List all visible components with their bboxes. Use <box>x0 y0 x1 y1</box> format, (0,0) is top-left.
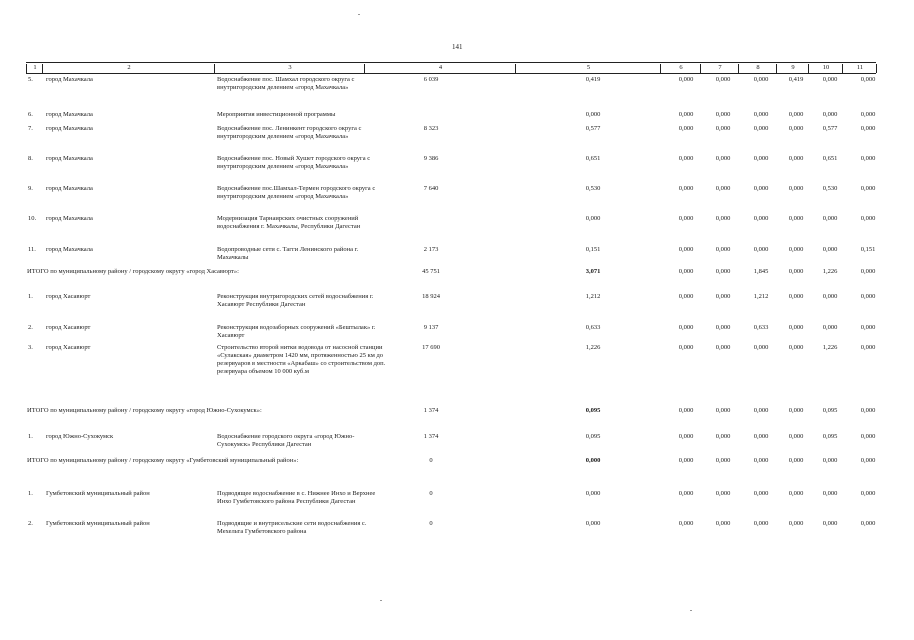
row-number: 11. <box>28 246 36 253</box>
cell-v8: 1,212 <box>753 293 769 300</box>
row-description: Подводящее водоснабжение в с. Нижнее Инхо и Верхнее Инхо Гумбетовского района Республики Дагестан <box>217 490 376 506</box>
cell-v7: 0,000 <box>715 185 731 192</box>
cell-v7: 0,000 <box>715 111 731 118</box>
row-description: Реконструкция водозаборных сооружений «Бештылак» г. Хасавюрт <box>217 324 376 340</box>
row-description: Реконструкция внутригородских сетей водоснабжения г. Хасавюрт Республики Дагестан <box>217 293 374 309</box>
cell-v8: 0,000 <box>753 185 769 192</box>
cell-v5: 0,095 <box>585 433 601 440</box>
cell-v9: 0,000 <box>788 293 804 300</box>
cell-v8: 0,000 <box>753 407 769 414</box>
header-col-2: 2 <box>42 64 215 73</box>
total-label: ИТОГО по муниципальному району / городскому округу «город Южно-Сухокумск»: <box>27 407 262 414</box>
cell-v8: 0,000 <box>753 344 769 351</box>
row-number: 1. <box>28 490 33 497</box>
cell-v5: 3,071 <box>585 268 601 275</box>
cell-v10: 0,577 <box>822 125 838 132</box>
cell-v9: 0,000 <box>788 457 804 464</box>
row-number: 1. <box>28 433 33 440</box>
row-number: 8. <box>28 155 33 162</box>
cell-v10: 0,651 <box>822 155 838 162</box>
row-municipality: город Хасавюрт <box>46 293 91 300</box>
cell-v6: 0,000 <box>678 324 694 331</box>
cell-v6: 0,000 <box>678 457 694 464</box>
row-municipality: город Южно-Сухокумск <box>46 433 114 440</box>
cell-v6: 0,000 <box>678 155 694 162</box>
header-col-10: 10 <box>808 64 843 73</box>
cell-v6: 0,000 <box>678 490 694 497</box>
row-number: 2. <box>28 520 33 527</box>
cell-v9: 0,000 <box>788 185 804 192</box>
row-municipality: город Махачкала <box>46 185 93 192</box>
cell-v7: 0,000 <box>715 215 731 222</box>
cell-v4: 0 <box>429 457 433 464</box>
total-label: ИТОГО по муниципальному району / городскому округу «Гумбетовский муниципальный район»: <box>27 457 299 464</box>
cell-v11: 0,000 <box>860 293 876 300</box>
cell-v8: 0,000 <box>753 520 769 527</box>
page-number: 141 <box>452 43 463 51</box>
cell-v9: 0,000 <box>788 111 804 118</box>
cell-v5: 0,651 <box>585 155 601 162</box>
row-number: 10. <box>28 215 37 222</box>
row-number: 5. <box>28 76 33 83</box>
cell-v7: 0,000 <box>715 344 731 351</box>
cell-v7: 0,000 <box>715 293 731 300</box>
cell-v10: 0,000 <box>822 111 838 118</box>
header-col-9: 9 <box>776 64 809 73</box>
cell-v4: 9 137 <box>423 324 439 331</box>
row-municipality: Гумбетовский муниципальный район <box>46 520 150 527</box>
cell-v6: 0,000 <box>678 125 694 132</box>
cell-v5: 0,000 <box>585 457 601 464</box>
cell-v11: 0,000 <box>860 433 876 440</box>
cell-v4: 0 <box>429 520 433 527</box>
scan-speck <box>358 14 360 15</box>
cell-v4: 45 751 <box>422 268 440 275</box>
cell-v11: 0,000 <box>860 520 876 527</box>
cell-v8: 0,633 <box>753 324 769 331</box>
scan-speck <box>690 610 692 611</box>
cell-v9: 0,000 <box>788 268 804 275</box>
cell-v10: 1,226 <box>822 344 838 351</box>
cell-v8: 0,000 <box>753 433 769 440</box>
cell-v8: 0,000 <box>753 155 769 162</box>
cell-v7: 0,000 <box>715 324 731 331</box>
row-number: 3. <box>28 344 33 351</box>
cell-v11: 0,000 <box>860 155 876 162</box>
cell-v11: 0,000 <box>860 111 876 118</box>
row-description: Водопроводные сети с. Тагги Ленинского района г. Махачкалы <box>217 246 359 262</box>
cell-v8: 0,000 <box>753 215 769 222</box>
cell-v5: 0,000 <box>585 520 601 527</box>
row-description: Водоснабжение пос. Новый Хушет городского округа с внутригородским делением «город Махачкала» <box>217 155 371 171</box>
cell-v10: 0,000 <box>822 490 838 497</box>
cell-v6: 0,000 <box>678 215 694 222</box>
cell-v10: 0,000 <box>822 76 838 83</box>
cell-v4: 9 386 <box>423 155 439 162</box>
row-number: 2. <box>28 324 33 331</box>
cell-v4: 8 323 <box>423 125 439 132</box>
cell-v9: 0,419 <box>788 76 804 83</box>
cell-v11: 0,000 <box>860 324 876 331</box>
cell-v9: 0,000 <box>788 407 804 414</box>
cell-v5: 0,000 <box>585 111 601 118</box>
header-right-edge <box>876 64 877 73</box>
row-municipality: Гумбетовский муниципальный район <box>46 490 150 497</box>
cell-v7: 0,000 <box>715 268 731 275</box>
cell-v5: 0,000 <box>585 490 601 497</box>
cell-v11: 0,000 <box>860 125 876 132</box>
cell-v5: 0,095 <box>585 407 601 414</box>
cell-v6: 0,000 <box>678 268 694 275</box>
cell-v10: 0,095 <box>822 407 838 414</box>
cell-v5: 0,577 <box>585 125 601 132</box>
row-description: Водоснабжение пос.Шамхал-Термен городского округа с внутригородским делением «город Махачкала» <box>217 185 376 201</box>
cell-v9: 0,000 <box>788 520 804 527</box>
cell-v9: 0,000 <box>788 344 804 351</box>
cell-v4: 1 374 <box>423 407 439 414</box>
header-col-11: 11 <box>842 64 877 73</box>
row-number: 6. <box>28 111 33 118</box>
cell-v5: 1,212 <box>585 293 601 300</box>
cell-v11: 0,000 <box>860 344 876 351</box>
row-description: Подводящие и внутрисельские сети водоснабжения с. Мехельта Гумбетовского района <box>217 520 367 536</box>
cell-v6: 0,000 <box>678 76 694 83</box>
cell-v10: 0,000 <box>822 215 838 222</box>
cell-v10: 0,000 <box>822 520 838 527</box>
row-number: 1. <box>28 293 33 300</box>
cell-v6: 0,000 <box>678 293 694 300</box>
row-description: Водоснабжение городского округа «город Южно-Сухокумск» Республики Дагестан <box>217 433 355 449</box>
cell-v8: 0,000 <box>753 111 769 118</box>
cell-v5: 0,530 <box>585 185 601 192</box>
cell-v7: 0,000 <box>715 155 731 162</box>
table-header-bottom-border <box>26 73 876 74</box>
cell-v6: 0,000 <box>678 407 694 414</box>
cell-v6: 0,000 <box>678 344 694 351</box>
row-municipality: город Махачкала <box>46 215 93 222</box>
row-description: Водоснабжение пос. Шамхал городского округа с внутригородским делением «город Махачкала» <box>217 76 355 92</box>
row-description: Водоснабжение пос. Ленинкент городского округа с внутригородским делением «город Махачкала» <box>217 125 362 141</box>
cell-v8: 0,000 <box>753 76 769 83</box>
row-description: Мероприятия инвестиционной программы <box>217 111 336 118</box>
cell-v4: 0 <box>429 490 433 497</box>
cell-v8: 0,000 <box>753 457 769 464</box>
cell-v10: 1,226 <box>822 268 838 275</box>
cell-v8: 0,000 <box>753 246 769 253</box>
scan-speck <box>380 600 382 601</box>
cell-v5: 0,419 <box>585 76 601 83</box>
cell-v4: 18 924 <box>422 293 440 300</box>
row-municipality: город Хасавюрт <box>46 324 91 331</box>
cell-v9: 0,000 <box>788 246 804 253</box>
cell-v6: 0,000 <box>678 185 694 192</box>
cell-v4: 17 690 <box>422 344 440 351</box>
row-municipality: город Махачкала <box>46 111 93 118</box>
row-municipality: город Махачкала <box>46 76 93 83</box>
cell-v8: 1,845 <box>753 268 769 275</box>
cell-v8: 0,000 <box>753 125 769 132</box>
cell-v7: 0,000 <box>715 457 731 464</box>
cell-v7: 0,000 <box>715 433 731 440</box>
total-label: ИТОГО по муниципальному району / городскому округу «город Хасавюрт»: <box>27 268 239 275</box>
cell-v5: 0,151 <box>585 246 601 253</box>
cell-v6: 0,000 <box>678 111 694 118</box>
table-header-top-border <box>26 62 876 63</box>
row-municipality: город Махачкала <box>46 125 93 132</box>
cell-v5: 0,000 <box>585 215 601 222</box>
cell-v11: 0,000 <box>860 185 876 192</box>
cell-v4: 7 640 <box>423 185 439 192</box>
cell-v6: 0,000 <box>678 433 694 440</box>
cell-v4: 2 173 <box>423 246 439 253</box>
cell-v10: 0,000 <box>822 293 838 300</box>
cell-v6: 0,000 <box>678 246 694 253</box>
cell-v11: 0,000 <box>860 76 876 83</box>
cell-v7: 0,000 <box>715 76 731 83</box>
cell-v11: 0,151 <box>860 246 876 253</box>
cell-v7: 0,000 <box>715 125 731 132</box>
cell-v10: 0,000 <box>822 246 838 253</box>
cell-v11: 0,000 <box>860 490 876 497</box>
cell-v10: 0,530 <box>822 185 838 192</box>
cell-v11: 0,000 <box>860 457 876 464</box>
cell-v7: 0,000 <box>715 407 731 414</box>
cell-v6: 0,000 <box>678 520 694 527</box>
row-number: 7. <box>28 125 33 132</box>
header-col-3: 3 <box>214 64 365 73</box>
cell-v5: 0,633 <box>585 324 601 331</box>
header-col-7: 7 <box>700 64 739 73</box>
row-description: Строительство второй нитки водовода от насосной станции «Сулакская» диаметром 1420 мм, протяженностью 25 км до резервуаров в местности «Аркабаш» со строительством доп. резервуара объемом 10 000 куб.м <box>217 344 386 376</box>
header-col-1: 1 <box>26 64 43 73</box>
cell-v10: 0,000 <box>822 457 838 464</box>
cell-v11: 0,000 <box>860 215 876 222</box>
cell-v5: 1,226 <box>585 344 601 351</box>
header-col-4: 4 <box>364 64 516 73</box>
cell-v7: 0,000 <box>715 520 731 527</box>
cell-v7: 0,000 <box>715 490 731 497</box>
cell-v9: 0,000 <box>788 125 804 132</box>
header-col-5: 5 <box>515 64 661 73</box>
cell-v9: 0,000 <box>788 155 804 162</box>
cell-v11: 0,000 <box>860 268 876 275</box>
row-municipality: город Махачкала <box>46 155 93 162</box>
cell-v9: 0,000 <box>788 490 804 497</box>
cell-v7: 0,000 <box>715 246 731 253</box>
row-municipality: город Хасавюрт <box>46 344 91 351</box>
cell-v10: 0,095 <box>822 433 838 440</box>
cell-v9: 0,000 <box>788 324 804 331</box>
cell-v9: 0,000 <box>788 215 804 222</box>
header-col-6: 6 <box>660 64 701 73</box>
cell-v8: 0,000 <box>753 490 769 497</box>
cell-v4: 6 039 <box>423 76 439 83</box>
cell-v4: 1 374 <box>423 433 439 440</box>
cell-v10: 0,000 <box>822 324 838 331</box>
cell-v9: 0,000 <box>788 433 804 440</box>
cell-v11: 0,000 <box>860 407 876 414</box>
row-number: 9. <box>28 185 33 192</box>
row-municipality: город Махачкала <box>46 246 93 253</box>
row-description: Модернизация Тарнаирских очистных сооружений водоснабжения г. Махачкалы, Республики Дагестан <box>217 215 361 231</box>
header-col-8: 8 <box>738 64 777 73</box>
